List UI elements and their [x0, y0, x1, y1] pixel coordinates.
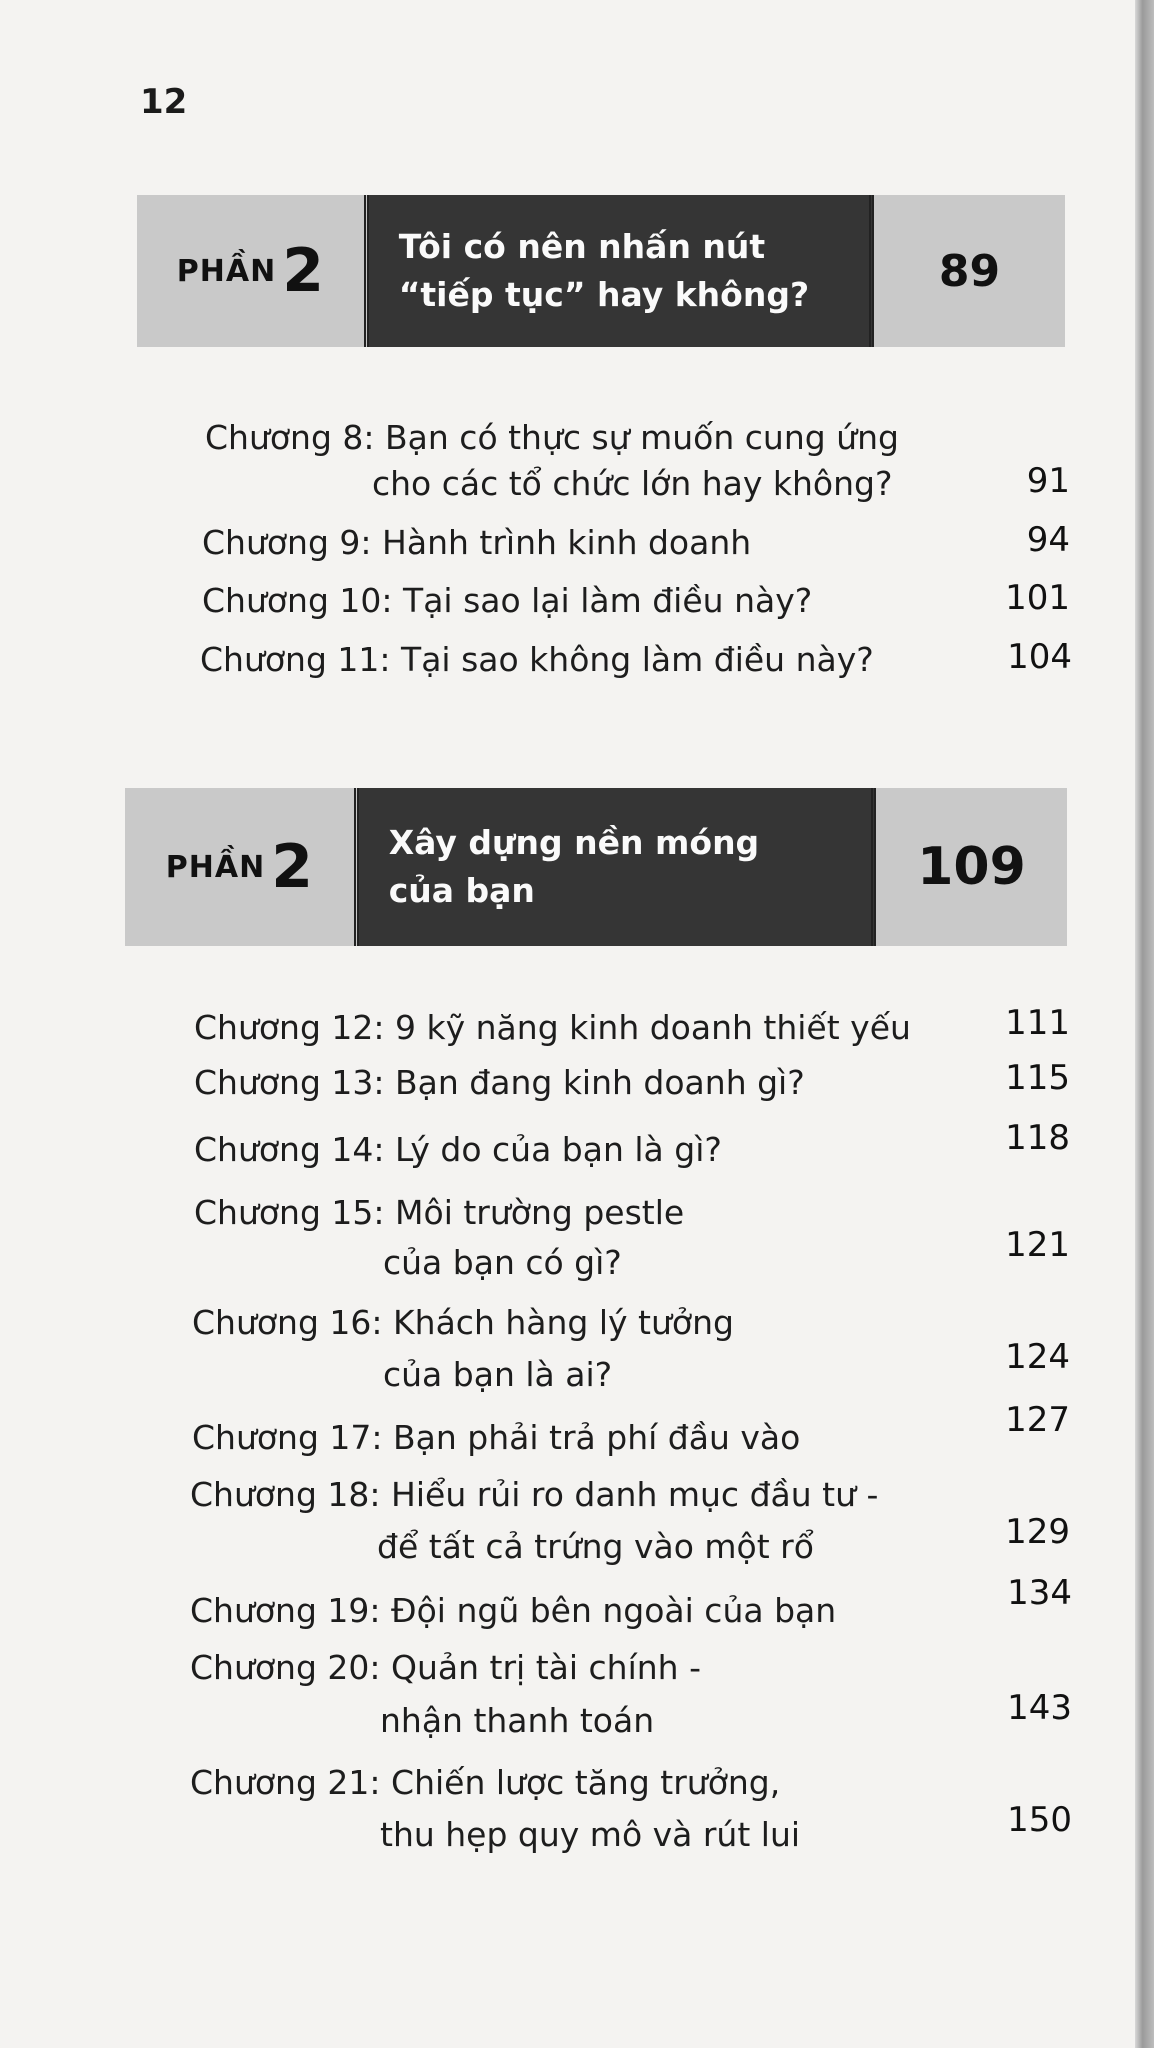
chapter-title: Hiểu rủi ro danh mục đầu tư -: [391, 1475, 879, 1514]
toc-entry: [190, 1760, 780, 1806]
chapter-page: 143: [1007, 1688, 1072, 1728]
toc-entry-continuation: [380, 1812, 800, 1858]
toc-entry: [194, 1127, 722, 1173]
chapter-page: 94: [1026, 520, 1070, 560]
chapter-page: 115: [1005, 1058, 1070, 1098]
chapter-label: Chương 11:: [200, 640, 391, 679]
part-label-word: PHẦN: [176, 253, 277, 289]
toc-entry: [190, 1588, 836, 1634]
chapter-label: Chương 14:: [194, 1130, 385, 1169]
chapter-title: 9 kỹ năng kinh doanh thiết yếu: [395, 1008, 911, 1047]
part-label: [125, 788, 359, 946]
chapter-title: Bạn có thực sự muốn cung ứng: [385, 418, 899, 457]
part-header: [137, 195, 1065, 347]
toc-entry-continuation: [383, 1352, 612, 1398]
chapter-title: để tất cả trứng vào một rổ: [377, 1527, 814, 1566]
chapter-page: 129: [1005, 1512, 1070, 1552]
toc-entry: [202, 520, 751, 566]
part-label-word: PHẦN: [165, 849, 266, 885]
chapter-page: 104: [1007, 637, 1072, 677]
chapter-title: Bạn đang kinh doanh gì?: [395, 1063, 805, 1102]
toc-entry: [202, 578, 812, 624]
part-page-number: 109: [876, 788, 1067, 946]
toc-entry: [194, 1005, 911, 1051]
toc-entry: [190, 1472, 878, 1518]
chapter-label: Chương 9:: [202, 523, 372, 562]
chapter-label: Chương 13:: [194, 1063, 385, 1102]
chapter-label: Chương 21:: [190, 1763, 381, 1802]
toc-entry: [205, 415, 899, 461]
chapter-title: Bạn phải trả phí đầu vào: [393, 1418, 801, 1457]
chapter-title: Tại sao lại làm điều này?: [403, 581, 813, 620]
chapter-title: Khách hàng lý tưởng: [393, 1303, 734, 1342]
toc-entry-continuation: [372, 461, 892, 507]
chapter-page: 127: [1005, 1400, 1070, 1440]
toc-entry: [190, 1645, 701, 1691]
part-label: [137, 195, 369, 347]
chapter-page: 118: [1005, 1118, 1070, 1158]
part-label-number: 2: [271, 832, 313, 902]
chapter-page: 134: [1007, 1573, 1072, 1613]
chapter-page: 91: [1026, 461, 1070, 501]
chapter-label: Chương 18:: [190, 1475, 381, 1514]
part-title-line: Xây dựng nền móng: [388, 823, 760, 862]
page-number: 12: [140, 82, 188, 122]
chapter-title: cho các tổ chức lớn hay không?: [372, 464, 893, 503]
chapter-title: Chiến lược tăng trưởng,: [391, 1763, 781, 1802]
chapter-label: Chương 10:: [202, 581, 393, 620]
chapter-label: Chương 17:: [192, 1418, 383, 1457]
chapter-page: 121: [1005, 1225, 1070, 1265]
part-title: [359, 788, 876, 946]
part-title: [369, 195, 874, 347]
chapter-page: 101: [1005, 578, 1070, 618]
chapter-title: thu hẹp quy mô và rút lui: [380, 1815, 801, 1854]
chapter-label: Chương 12:: [194, 1008, 385, 1047]
toc-entry-continuation: [383, 1240, 622, 1286]
chapter-title: Hành trình kinh doanh: [382, 523, 752, 562]
part-page-number: 89: [874, 195, 1065, 347]
page-edge-shadow: [1135, 0, 1154, 2048]
chapter-label: Chương 16:: [192, 1303, 383, 1342]
part-header: [125, 788, 1067, 946]
toc-entry: [194, 1190, 684, 1236]
chapter-title: nhận thanh toán: [380, 1701, 655, 1740]
chapter-label: Chương 8:: [205, 418, 375, 457]
toc-entry: [192, 1300, 734, 1346]
chapter-title: Lý do của bạn là gì?: [395, 1130, 722, 1169]
chapter-label: Chương 20:: [190, 1648, 381, 1687]
toc-entry: [194, 1060, 805, 1106]
chapter-title: Đội ngũ bên ngoài của bạn: [391, 1591, 837, 1630]
chapter-title: Tại sao không làm điều này?: [401, 640, 874, 679]
chapter-page: 150: [1007, 1800, 1072, 1840]
toc-entry: [192, 1415, 800, 1461]
toc-entry-continuation: [377, 1524, 814, 1570]
chapter-label: Chương 19:: [190, 1591, 381, 1630]
chapter-page: 111: [1005, 1003, 1070, 1043]
chapter-page: 124: [1005, 1337, 1070, 1377]
part-title-line: Tôi có nên nhấn nút: [398, 227, 766, 266]
part-label-number: 2: [282, 236, 324, 306]
part-title-line: “tiếp tục” hay không?: [398, 275, 810, 314]
chapter-title: của bạn có gì?: [383, 1243, 622, 1282]
toc-entry: [200, 637, 874, 683]
chapter-title: của bạn là ai?: [383, 1355, 613, 1394]
part-title-line: của bạn: [388, 871, 535, 910]
chapter-label: Chương 15:: [194, 1193, 385, 1232]
chapter-title: Quản trị tài chính -: [391, 1648, 701, 1687]
chapter-title: Môi trường pestle: [395, 1193, 685, 1232]
toc-entry-continuation: [380, 1698, 654, 1744]
